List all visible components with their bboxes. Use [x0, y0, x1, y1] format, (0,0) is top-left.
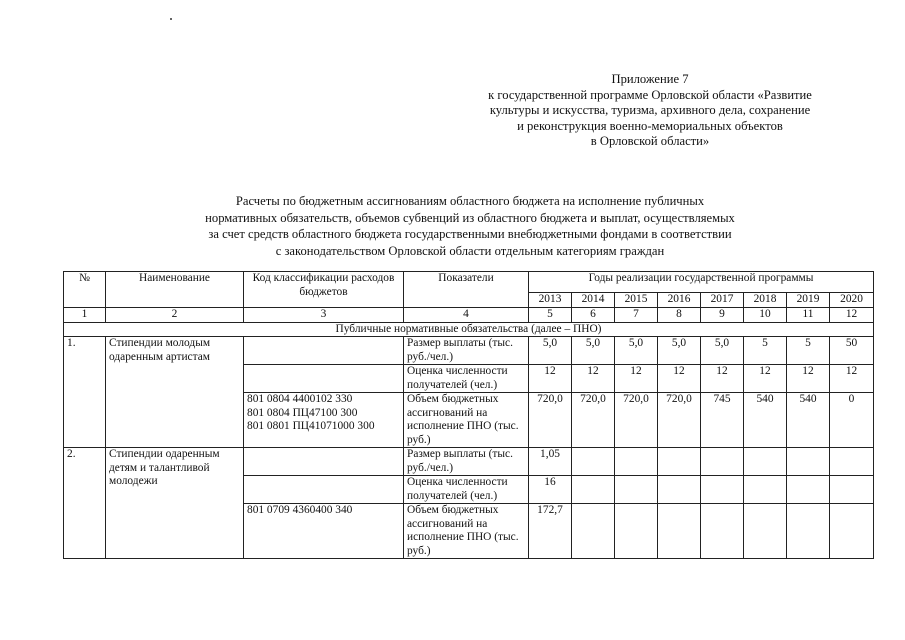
value-cell: 5,0: [529, 337, 572, 365]
value-cell: [744, 448, 787, 476]
title-line: с законодательством Орловской области отдельным категориям граждан: [275, 243, 665, 258]
year-header: 2013: [529, 293, 572, 308]
header-no: №: [64, 272, 106, 308]
value-cell: 12: [658, 365, 701, 393]
column-number: 5: [529, 308, 572, 323]
appendix-line: и реконструкция военно-мемориальных объектов: [517, 118, 783, 133]
title-line: за счет средств областного бюджета государственными внебюджетными фондами в соответствии: [208, 227, 732, 241]
value-cell: [658, 504, 701, 559]
indicator-label: Размер выплаты (тыс. руб./чел.): [404, 337, 529, 365]
table-row: [64, 448, 874, 476]
header-code: Код классификации расходов бюджетов: [244, 272, 404, 308]
value-cell: 12: [615, 365, 658, 393]
indicator-label: Размер выплаты (тыс. руб./чел.): [404, 448, 529, 476]
column-number: 9: [701, 308, 744, 323]
value-cell: 5,0: [658, 337, 701, 365]
value-cell: [701, 504, 744, 559]
column-number: 6: [572, 308, 615, 323]
value-cell: [658, 476, 701, 504]
value-cell: 5,0: [615, 337, 658, 365]
column-number: 2: [106, 308, 244, 323]
year-header: 2014: [572, 293, 615, 308]
row-code: [244, 476, 404, 504]
value-cell: 50: [830, 337, 874, 365]
value-cell: [701, 448, 744, 476]
value-cell: [615, 476, 658, 504]
indicator-label: Оценка численности получателей (чел.): [404, 365, 529, 393]
title-line: Расчеты по бюджетным ассигнованиям областного бюджета на исполнение публичных: [235, 194, 705, 208]
year-header: 2018: [744, 293, 787, 308]
header-years-group: Годы реализации государственной программы: [529, 272, 874, 293]
appendix-line: культуры и искусства, туризма, архивного дела, сохранение: [489, 103, 811, 117]
value-cell: [787, 448, 830, 476]
column-number: 10: [744, 308, 787, 323]
table-row: [64, 337, 874, 365]
value-cell: [572, 504, 615, 559]
value-cell: [744, 504, 787, 559]
value-cell: 540: [787, 393, 830, 448]
section-title: Публичные нормативные обязательства (далее – ПНО): [64, 322, 874, 337]
value-cell: [744, 476, 787, 504]
column-number: 4: [404, 308, 529, 323]
value-cell: 12: [744, 365, 787, 393]
appendix-line: в Орловской области»: [590, 134, 710, 148]
value-cell: 745: [701, 393, 744, 448]
row-code: [244, 448, 404, 476]
value-cell: [572, 476, 615, 504]
value-cell: [701, 476, 744, 504]
indicator-label: Объем бюджетных ассигнований на исполнение ПНО (тыс. руб.): [404, 504, 529, 559]
row-code: [244, 337, 404, 365]
value-cell: 540: [744, 393, 787, 448]
indicator-label: Оценка численности получателей (чел.): [404, 476, 529, 504]
pno-table: [63, 271, 874, 559]
value-cell: [830, 448, 874, 476]
value-cell: [658, 448, 701, 476]
column-number: 11: [787, 308, 830, 323]
value-cell: [787, 504, 830, 559]
value-cell: [615, 448, 658, 476]
row-name: Стипендии одаренным детям и талантливой молодежи: [106, 448, 244, 559]
value-cell: 0: [830, 393, 874, 448]
value-cell: 720,0: [529, 393, 572, 448]
document-title: [120, 193, 820, 259]
column-number: 1: [64, 308, 106, 323]
value-cell: [615, 504, 658, 559]
column-number: 8: [658, 308, 701, 323]
header-name: Наименование: [106, 272, 244, 308]
value-cell: 12: [572, 365, 615, 393]
column-number: 12: [830, 308, 874, 323]
year-header: 2020: [830, 293, 874, 308]
row-code: [244, 365, 404, 393]
value-cell: 12: [787, 365, 830, 393]
value-cell: [830, 476, 874, 504]
value-cell: 172,7: [529, 504, 572, 559]
appendix-line: к государственной программе Орловской области «Развитие: [488, 87, 812, 102]
value-cell: 12: [529, 365, 572, 393]
row-number: 2.: [64, 448, 106, 559]
row-number: 1.: [64, 337, 106, 448]
value-cell: 720,0: [615, 393, 658, 448]
indicator-label: Объем бюджетных ассигнований на исполнение ПНО (тыс. руб.): [404, 393, 529, 448]
year-header: 2017: [701, 293, 744, 308]
appendix-header: [440, 72, 860, 150]
value-cell: [787, 476, 830, 504]
title-line: нормативных обязательств, объемов субвенций из областного бюджета и выплат, осуществляемых: [205, 210, 735, 225]
column-number: 3: [244, 308, 404, 323]
year-header: 2019: [787, 293, 830, 308]
value-cell: 720,0: [658, 393, 701, 448]
value-cell: [572, 448, 615, 476]
row-name: Стипендии молодым одаренным артистам: [106, 337, 244, 448]
appendix-line: Приложение 7: [611, 72, 689, 86]
year-header: 2016: [658, 293, 701, 308]
value-cell: 720,0: [572, 393, 615, 448]
column-number: 7: [615, 308, 658, 323]
row-code: 801 0709 4360400 340: [244, 504, 404, 559]
value-cell: [830, 504, 874, 559]
value-cell: 5: [787, 337, 830, 365]
year-header: 2015: [615, 293, 658, 308]
value-cell: 16: [529, 476, 572, 504]
value-cell: 12: [701, 365, 744, 393]
value-cell: 5,0: [572, 337, 615, 365]
value-cell: 5,0: [701, 337, 744, 365]
value-cell: 12: [830, 365, 874, 393]
scan-speck: [170, 18, 172, 20]
header-indicators: Показатели: [404, 272, 529, 308]
value-cell: 5: [744, 337, 787, 365]
row-code: 801 0804 4400102 330 801 0804 ПЦ47100 300 801 0801 ПЦ41071000 300: [244, 393, 404, 448]
value-cell: 1,05: [529, 448, 572, 476]
